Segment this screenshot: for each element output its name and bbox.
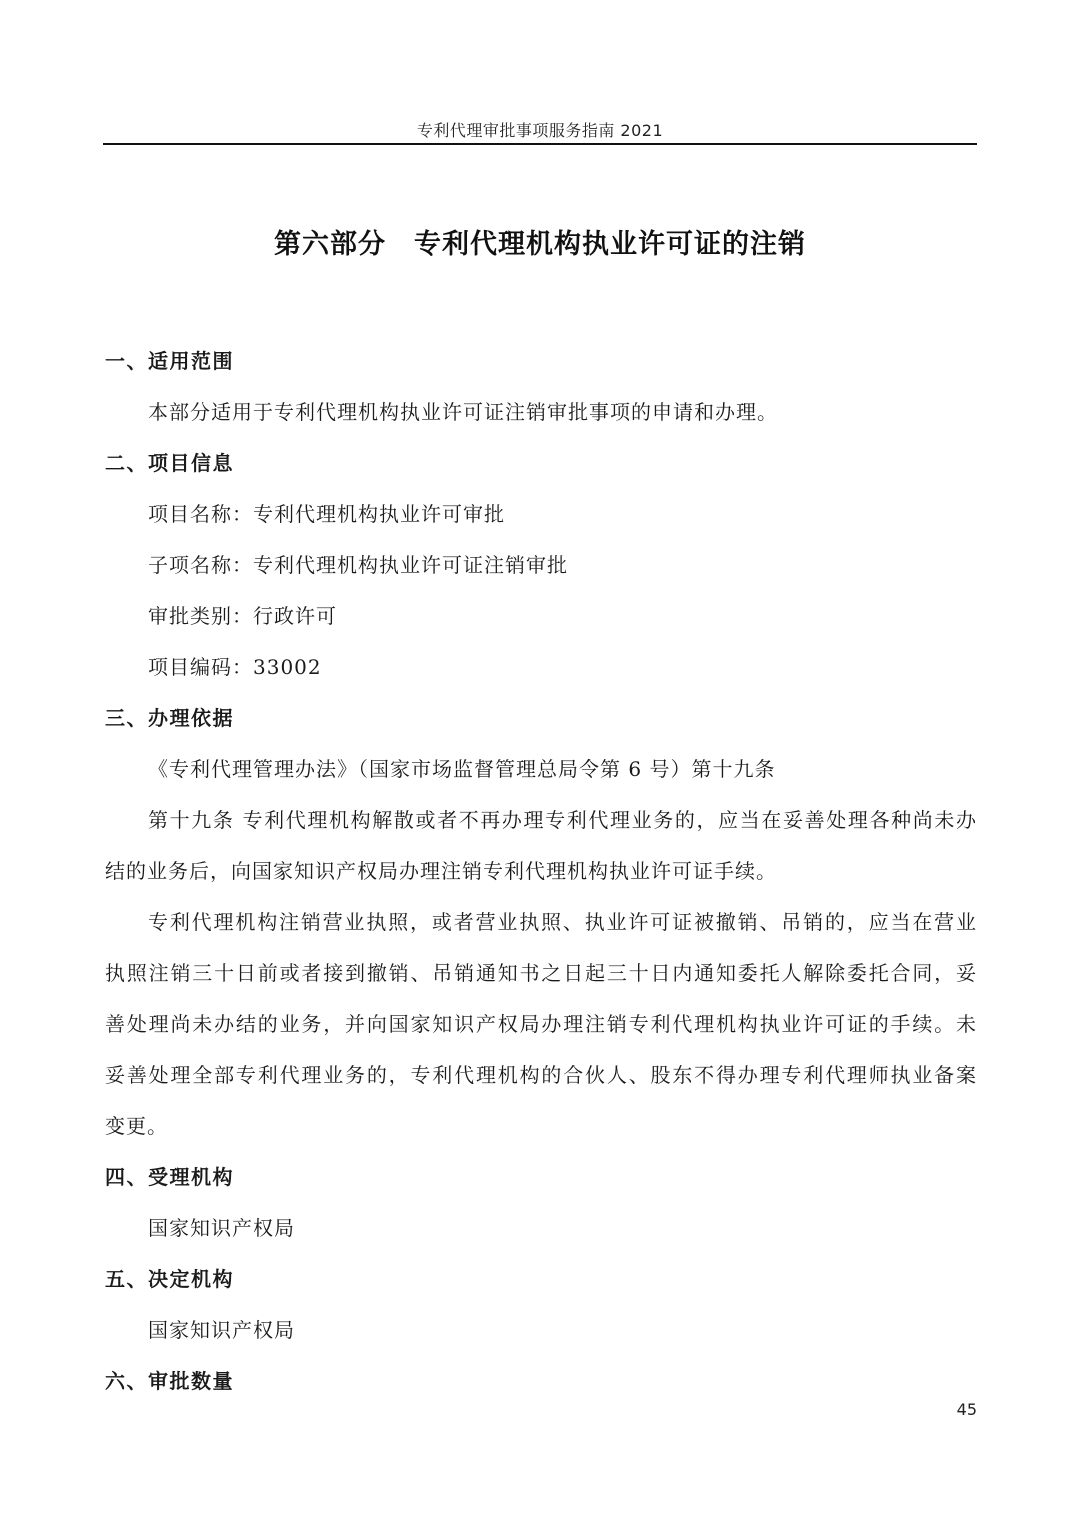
paragraph-line: 善处理尚未办结的业务，并向国家知识产权局办理注销专利代理机构执业许可证的手续。未	[105, 1012, 977, 1036]
project-category: 审批类别：行政许可	[148, 604, 337, 628]
paragraph-line: 专利代理机构注销营业执照，或者营业执照、执业许可证被撤销、吊销的，应当在营业	[148, 910, 977, 934]
basis-citation: 《专利代理管理办法》（国家市场监督管理总局令第 6 号）第十九条	[148, 757, 776, 781]
paragraph-line: 执照注销三十日前或者接到撤销、吊销通知书之日起三十日内通知委托人解除委托合同，妥	[105, 961, 977, 985]
page-number: 45	[956, 1400, 977, 1419]
project-sub-item-name: 子项名称：专利代理机构执业许可证注销审批	[148, 553, 568, 577]
section-heading-project-info: 二、项目信息	[105, 451, 234, 475]
project-code: 项目编码：33002	[148, 655, 322, 679]
deciding-agency-text: 国家知识产权局	[148, 1318, 295, 1342]
part-name: 专利代理机构执业许可证的注销	[414, 229, 806, 260]
paragraph-line: 变更。	[105, 1114, 168, 1138]
accepting-agency-text: 国家知识产权局	[148, 1216, 295, 1240]
section-heading-basis: 三、办理依据	[105, 706, 234, 730]
part-title	[103, 222, 977, 261]
header-rule	[103, 143, 977, 145]
article-line: 第十九条 专利代理机构解散或者不再办理专利代理业务的，应当在妥善处理各种尚未办	[148, 808, 977, 832]
section-heading-scope: 一、适用范围	[105, 349, 234, 373]
section-heading-approval-quantity: 六、审批数量	[105, 1369, 234, 1393]
section-heading-deciding-agency: 五、决定机构	[105, 1267, 234, 1291]
scope-text: 本部分适用于专利代理机构执业许可证注销审批事项的申请和办理。	[148, 400, 778, 424]
document-body	[105, 336, 977, 1407]
part-number: 第六部分	[274, 229, 386, 260]
section-heading-accepting-agency: 四、受理机构	[105, 1165, 234, 1189]
project-item-name: 项目名称：专利代理机构执业许可审批	[148, 502, 505, 526]
paragraph-line: 妥善处理全部专利代理业务的，专利代理机构的合伙人、股东不得办理专利代理师执业备案	[105, 1063, 977, 1087]
article-line: 结的业务后，向国家知识产权局办理注销专利代理机构执业许可证手续。	[105, 859, 777, 883]
running-header: 专利代理审批事项服务指南 2021	[416, 121, 664, 140]
